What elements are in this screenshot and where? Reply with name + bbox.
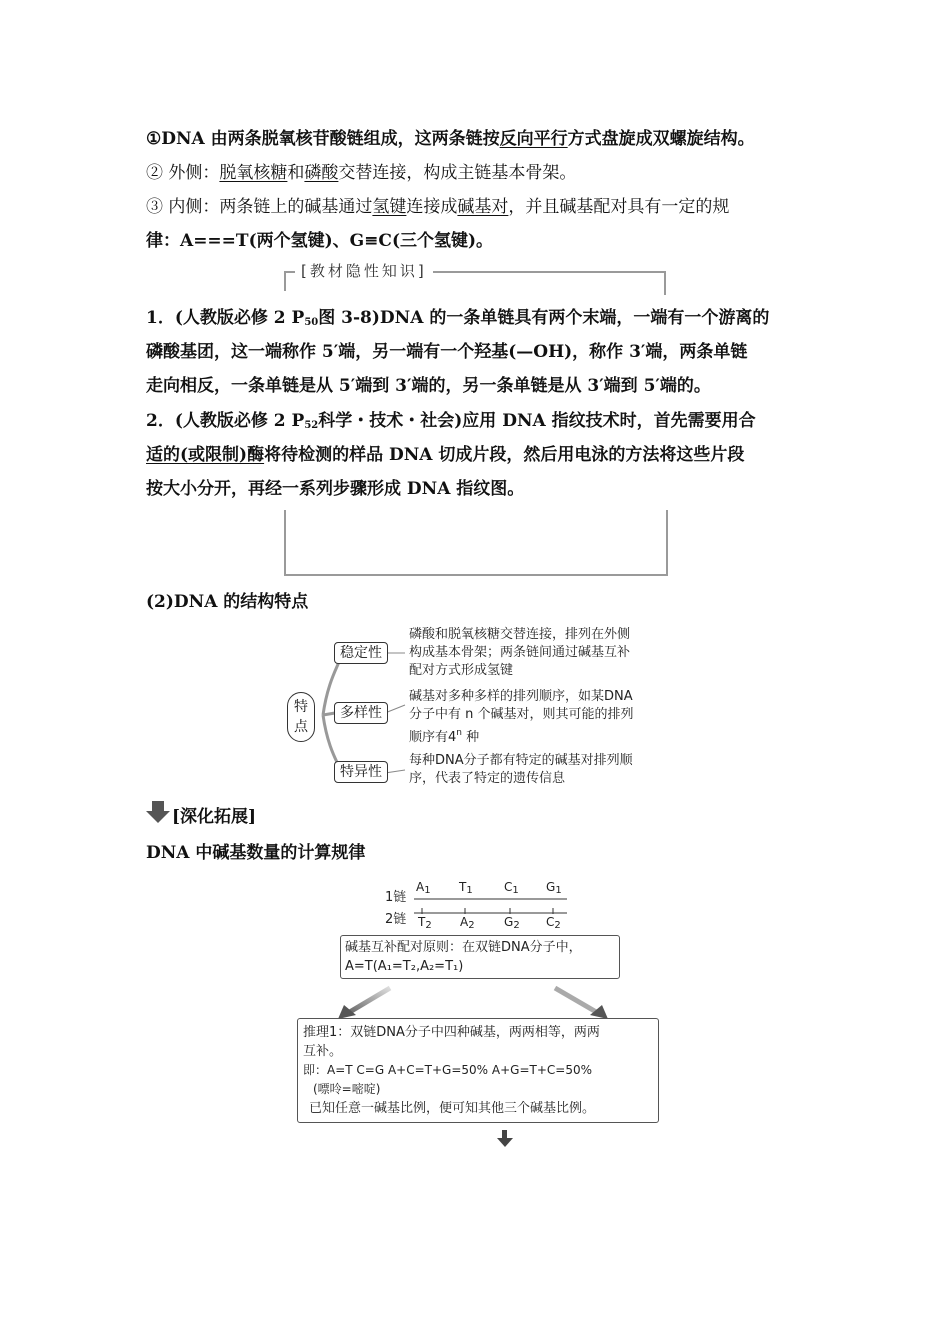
knowledge-1-line-1: 1．(人教版必修 2 $P_{50}$图 3-8)DNA 的一条单链具有两个末端，一端有一个游离的 <box>146 308 770 328</box>
deepen-title: [深化拓展] <box>172 807 257 827</box>
frame-top-left-border <box>284 271 286 291</box>
knowledge-1-line-3: 走向相反，一条单链是从 5′端到 3′端的，另一条单链是从 3′端到 5′端的。 <box>146 376 711 396</box>
specificity-desc: 每种DNA分子都有特定的碱基对排列顺 序，代表了特定的遗传信息 <box>409 753 633 786</box>
chain-2-base-t: $T_2$ <box>418 915 432 931</box>
down-arrow-icon <box>146 801 170 823</box>
chain-1-base-c: $C_1$ <box>504 880 519 896</box>
inference-box: 推理1：双链DNA分子中四种碱基，两两相等，两两 互补。 即：A=T C=G A+C=T+G=50% A+G=T+C=50% (嘌呤=嘧啶) 已知任意一碱基比例，便可知其他三个碱基比例。 <box>297 1018 659 1123</box>
stability-desc: 磷酸和脱氧核糖交替连接，排列在外侧 构成基本骨架；两条链间通过碱基互补 配对方式形成氢键 <box>409 627 631 678</box>
down-arrow-small-icon <box>496 1130 514 1148</box>
chain-1-base-t: $T_1$ <box>459 880 473 896</box>
chain-2-label: 2链 <box>385 912 407 927</box>
knowledge-2-line-3: 按大小分开，再经一系列步骤形成 DNA 指纹图。 <box>146 479 525 499</box>
knowledge-2-line-1: 2．(人教版必修 2 $P_{52}$科学・技术・社会)应用 DNA 指纹技术时，首先需要用合 <box>146 411 756 431</box>
diversity-desc: 碱基对多种多样的排列顺序，如某DNA 分子中有 n 个碱基对，则其可能的排列 顺序有4$^n$ 种 <box>409 689 634 745</box>
section-2-title: (2)DNA 的结构特点 <box>146 592 309 612</box>
features-root: 特点 <box>287 692 315 742</box>
chain-1-label: 1链 <box>385 890 407 905</box>
knowledge-1-line-2: 磷酸基团，这一端称作 5′端，另一端有一个羟基(—OH)，称作 3′端，两条单链 <box>146 342 748 362</box>
frame-bottom-border <box>284 510 668 576</box>
rule-box: 碱基互补配对原则：在双链DNA分子中， A=T(A₁=T₂,A₂=T₁) <box>340 935 620 979</box>
chain-2-base-g: $G_2$ <box>504 915 520 931</box>
split-arrows <box>330 983 630 1023</box>
paragraph-1: ①DNA 由两条脱氧核苷酸链组成，这两条链按反向平行方式盘旋成双螺旋结构。 <box>146 129 755 149</box>
tag-stability: 稳定性 <box>334 642 388 664</box>
chain-1-base-g: $G_1$ <box>546 880 562 896</box>
frame-title: [教材隐性知识] <box>295 260 433 281</box>
chain-2-base-c: $C_2$ <box>546 915 561 931</box>
knowledge-2-line-2: 适的(或限制)酶将待检测的样品 DNA 切成片段，然后用电泳的方法将这些片段 <box>146 445 745 465</box>
paragraph-4: 律：A===T(两个氢键)、G≡C(三个氢键)。 <box>146 231 494 251</box>
chain-2-base-a: $A_2$ <box>460 915 475 931</box>
paragraph-2: ② 外侧：脱氧核糖和磷酸交替连接，构成主链基本骨架。 <box>146 163 577 183</box>
calc-title: DNA 中碱基数量的计算规律 <box>146 843 366 863</box>
tag-diversity: 多样性 <box>334 702 388 724</box>
paragraph-3: ③ 内侧：两条链上的碱基通过氢键连接成碱基对，并且碱基配对具有一定的规 <box>146 197 730 217</box>
tag-specificity: 特异性 <box>334 761 388 783</box>
chain-1-base-a: $A_1$ <box>416 880 431 896</box>
